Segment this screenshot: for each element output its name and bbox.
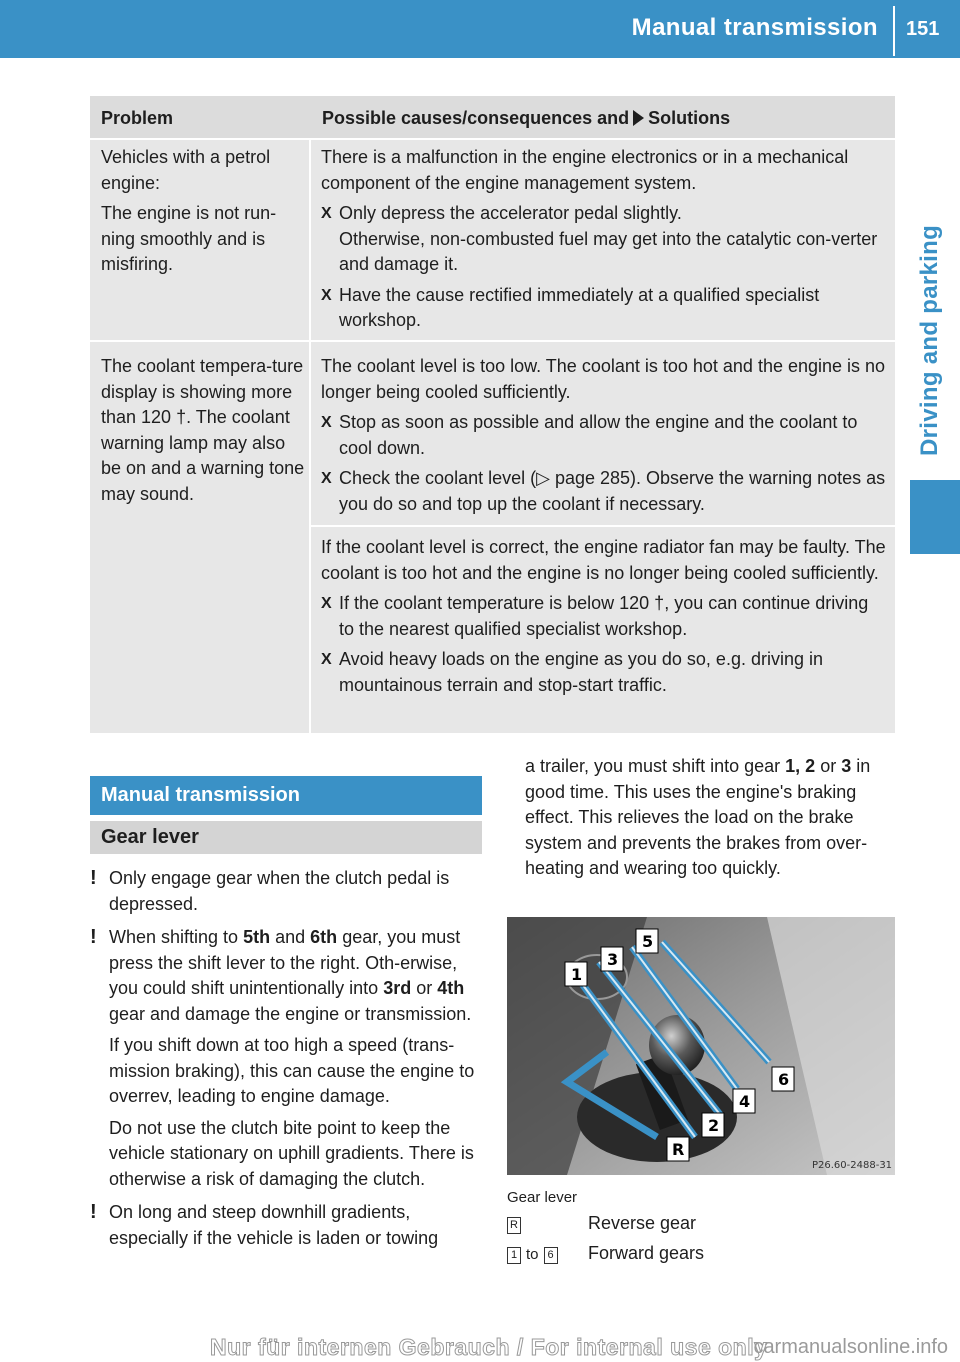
- warning-note-3: [90, 1200, 482, 1251]
- gear-5th: 5th: [243, 927, 271, 947]
- figure-caption: Gear lever: [507, 1189, 578, 1206]
- solution-2b-step-2: X Avoid heavy loads on the engine as you do so, e.g. driving in mountainous terrain and stop-start traffic.: [321, 647, 887, 698]
- problem-2-text: The coolant tempera-ture display is showing more than 120 †. The coolant warning lamp may also be on and a warning tone may sound.: [101, 356, 305, 504]
- key-6-icon: 6: [544, 1247, 558, 1264]
- note-3-text: On long and steep downhill gradients, especially if the vehicle is laden or towing: [109, 1202, 439, 1248]
- figure-code: P26.60-2488-31: [812, 1160, 893, 1171]
- site-watermark: carmanualsonline.info: [753, 1336, 948, 1358]
- problem-cell-2: [90, 342, 309, 733]
- gear-3rd: 3rd: [383, 978, 412, 998]
- note-3-cont-part: in good time. This uses the engine's braking effect. This relieves the load on the brake system and prevents the brakes from over-heating and wearing too quickly.: [525, 756, 871, 878]
- solution-2b-intro: If the coolant level is correct, the engine radiator fan may be faulty. The coolant is too hot and the engine is no longer being cooled sufficiently.: [321, 537, 886, 583]
- key-r-icon: R: [507, 1217, 521, 1234]
- warning-icon: !: [90, 926, 97, 948]
- svg-text:4: 4: [739, 1092, 751, 1111]
- legend-desc: Reverse gear: [588, 1213, 697, 1233]
- svg-text:1: 1: [571, 965, 583, 984]
- left-column: [90, 776, 482, 1257]
- svg-text:6: 6: [778, 1070, 790, 1089]
- section-subtitle: Gear lever: [90, 821, 482, 854]
- solution-1-intro: There is a malfunction in the engine electronics or in a mechanical component of the engine management system.: [321, 147, 849, 193]
- solution-1-step-1: [321, 201, 887, 278]
- problem-1-line-1: Vehicles with a petrol engine:: [101, 147, 271, 193]
- header-title: Manual transmission: [631, 14, 878, 41]
- solution-2b-step-1: X If the coolant temperature is below 120 †, you can continue driving to the nearest qualified specialist workshop.: [321, 591, 887, 642]
- gear-knob: [649, 1015, 705, 1075]
- legend-row-forward: [507, 1243, 705, 1264]
- col-solutions-header-post: Solutions: [648, 108, 731, 128]
- col-solutions-header-pre: Possible causes/consequences and: [322, 108, 630, 128]
- legend-to: to: [526, 1246, 539, 1263]
- solution-2a-intro: The coolant level is too low. The coolant is too hot and the engine is no longer being cooled sufficiently.: [321, 356, 886, 402]
- warning-icon: !: [90, 1201, 97, 1223]
- problem-cell-1: [90, 140, 309, 340]
- warning-note-1: [90, 866, 482, 917]
- note-2-part: gear and damage the engine or transmission.: [109, 1003, 472, 1024]
- note-2-para-3: Do not use the clutch bite point to keep the vehicle stationary on uphill gradients. There is otherwise a risk of damaging the clutch.: [109, 1117, 474, 1189]
- problem-1-line-2: The engine is not run-ning smoothly and is misfiring.: [101, 203, 277, 274]
- note-2-part: gear, you must press the shift lever to the right. Oth-erwise, you could shift unintentionally into: [109, 927, 461, 998]
- side-chapter-label: Driving and parking: [916, 224, 943, 456]
- table-header: [90, 96, 895, 138]
- solution-1-step-2: X Have the cause rectified immediately at a qualified specialist workshop.: [321, 283, 887, 334]
- page-number: 151: [906, 18, 940, 40]
- note-2-para-2: If you shift down at too high a speed (trans-mission braking), this can cause the engine to overrev, leading to engine damage.: [109, 1035, 475, 1106]
- note-2-part: or: [416, 978, 433, 998]
- svg-text:5: 5: [642, 932, 654, 951]
- footer-watermark: Nur für internen Gebrauch / For internal use only: [210, 1334, 768, 1360]
- note-1-text: Only engage gear when the clutch pedal is depressed.: [109, 868, 450, 914]
- solution-1-step-1-text: Only depress the accelerator pedal slightly.: [339, 203, 682, 223]
- col-solutions-header: [322, 108, 730, 129]
- svg-text:R: R: [672, 1140, 685, 1159]
- note-3-cont-part: a trailer, you must shift into gear: [525, 756, 781, 776]
- solution-cell-2a: [311, 342, 895, 525]
- solution-2a-step-2: X Check the coolant level (▷ page 285). Observe the warning notes as you do so and top up the coolant if necessary.: [321, 466, 887, 517]
- gear-4th: 4th: [437, 978, 465, 998]
- svg-text:2: 2: [708, 1116, 720, 1135]
- side-chapter-tab: [910, 480, 960, 554]
- legend-row-reverse: [507, 1213, 697, 1234]
- note-2-part: and: [275, 927, 306, 947]
- gear-6th: 6th: [310, 927, 338, 947]
- note-2-part: When shifting to: [109, 927, 239, 947]
- svg-text:3: 3: [607, 950, 619, 969]
- arrow-right-icon: [633, 110, 644, 126]
- warning-icon: !: [90, 867, 97, 889]
- solution-2a-step-1: X Stop as soon as possible and allow the engine and the coolant to cool down.: [321, 410, 887, 461]
- gear-lever-photo: [507, 917, 895, 1175]
- warning-note-2: [90, 925, 482, 1192]
- gear-3: 3: [841, 756, 852, 776]
- note-2-text: [109, 925, 482, 1027]
- legend-desc: Forward gears: [588, 1243, 705, 1263]
- gears-1-2: 1, 2: [785, 756, 816, 776]
- key-1-icon: 1: [507, 1247, 521, 1264]
- right-column: [507, 754, 899, 882]
- note-3-continued: [507, 754, 899, 882]
- section-title: Manual transmission: [90, 776, 482, 815]
- header-divider: [893, 6, 895, 56]
- note-3-cont-part: or: [820, 756, 837, 776]
- solution-1-step-1-detail: Otherwise, non-combusted fuel may get into the catalytic con-verter and damage it.: [339, 228, 878, 274]
- solution-cell-2b: [311, 527, 895, 733]
- col-problem-header: Problem: [101, 108, 174, 128]
- solution-cell-1: [311, 140, 895, 340]
